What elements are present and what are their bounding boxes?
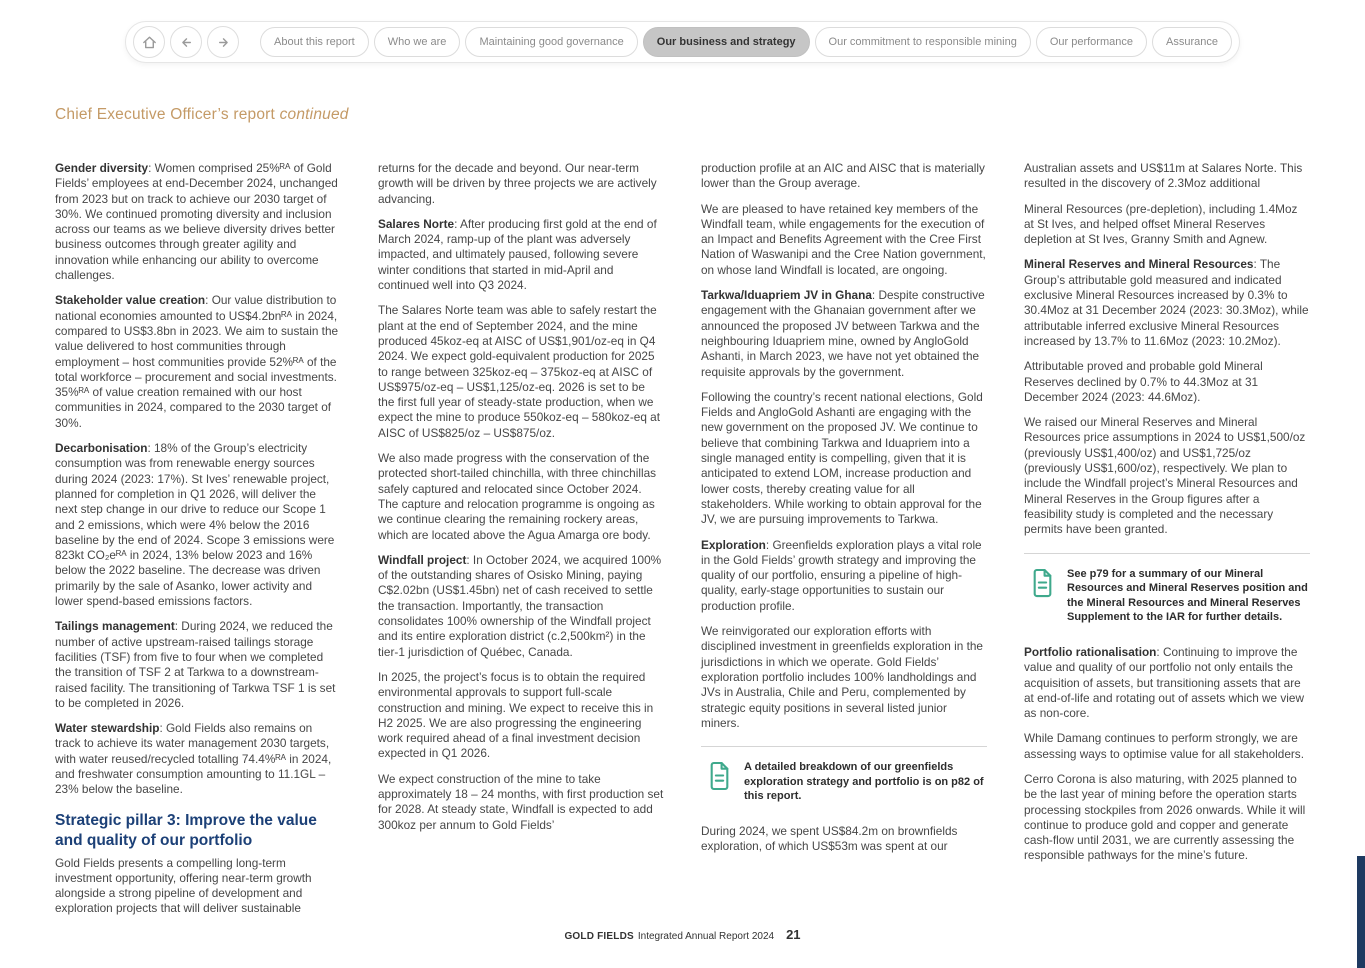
paragraph: [1024, 161, 1310, 192]
paragraph-text: While Damang continues to perform strongly, we are assessing ways to optimise value for all stakeholders.: [1024, 731, 1304, 761]
forward-button[interactable]: [207, 26, 239, 58]
cross-reference-callout[interactable]: [701, 746, 987, 804]
paragraph-text: production profile at an AIC and AISC that is materially lower than the Group average.: [701, 161, 985, 191]
section-heading: Strategic pillar 3: Improve the value and quality of our portfolio: [55, 811, 317, 849]
paragraph: [378, 303, 664, 441]
paragraph-text: : After producing first gold at the end of March 2024, ramp-up of the plant was adversely impacted, and ultimately paused, following severe winter conditions that started in mid-April and continued well into Q3 2024.: [378, 216, 657, 293]
paragraph: [1024, 359, 1310, 405]
paragraph-text: Gold Fields presents a compelling long-term investment opportunity, offering near-term growth alongside a strong pipeline of development and exploration projects that will deliver sustainable: [55, 855, 312, 916]
paragraph: [1024, 202, 1310, 248]
paragraph-text: : The Group’s attributable gold measured and indicated exclusive Mineral Resources increased by 0.3% to 30.4Moz at 31 December 2024 (2023: 30.3Moz), while attributable inferred exclusive Mineral Resources increased by 13.7% to 11.6Moz (2023: 10.2Moz).: [1024, 257, 1309, 348]
paragraph: [55, 856, 341, 917]
paragraph-lead: Decarbonisation: [55, 441, 148, 456]
paragraph-lead: Exploration: [701, 537, 766, 552]
home-button[interactable]: [133, 26, 165, 58]
paragraph-text: : Gold Fields also remains on track to achieve its water management 2030 targets, with water reused/recycled totalling 74.4%ᴿᴬ in 2024, and freshwater consumption amounting to 11.1GL – 23% below the baseline.: [55, 721, 332, 797]
page-edge-accent: [1357, 856, 1365, 968]
column-2: [378, 161, 664, 927]
paragraph: [378, 451, 664, 543]
paragraph: [378, 670, 664, 762]
paragraph-lead: Tailings management: [55, 619, 175, 634]
paragraph-text: We expect construction of the mine to take approximately 18 – 24 months, with first production set for 2028. At steady state, Windfall is expected to add 300koz per annum to Gold Fields’: [378, 771, 664, 832]
paragraph-text: We reinvigorated our exploration efforts with disciplined investment in greenfields exploration in the jurisdictions in which we operate. Gold Fields’ exploration portfolio includes 100% landholdings and JVs in Australia, Chile and Peru, complemented by strategic equity positions in several listed junior miners.: [701, 624, 983, 730]
paragraph-lead: Stakeholder value creation: [55, 293, 206, 308]
paragraph: [1024, 645, 1310, 721]
paragraph: [701, 390, 987, 528]
paragraph-text: Mineral Resources (pre-depletion), including 1.4Moz at St Ives, and helped offset Mineral Reserves depletion at St Ives, Granny Smith and Agnew.: [1024, 201, 1298, 247]
paragraph: [701, 538, 987, 614]
back-button[interactable]: [170, 26, 202, 58]
tab-maintaining-good-governance[interactable]: Maintaining good governance: [465, 27, 637, 57]
nav-tabs: [260, 27, 1232, 57]
callout-text: See p79 for a summary of our Mineral Resources and Mineral Reserves position and the Mineral Resources and Mineral Reserves Supplement to the IAR for further details.: [1067, 567, 1308, 624]
page-number: 21: [786, 927, 801, 942]
tab-assurance[interactable]: Assurance: [1152, 27, 1232, 57]
paragraph: [55, 721, 341, 797]
tab-our-business-and-strategy[interactable]: Our business and strategy: [643, 27, 810, 57]
paragraph-text: : Continuing to improve the value and quality of our portfolio not only entails the acquisition of assets, but transitioning assets that are at end-of-life and rotating out of assets which we view as non-core.: [1024, 644, 1304, 721]
paragraph: [378, 161, 664, 207]
paragraph: [378, 217, 664, 293]
top-navigation-area: [0, 0, 1365, 63]
paragraph-text: Cerro Corona is also maturing, with 2025 planned to be the last year of mining before the operation starts processing stockpiles from 2026 onwards. While it will continue to produce gold and copper and generate cash-flow until 2031, we are currently assessing the responsible pathways for the mine’s future.: [1024, 771, 1306, 863]
paragraph: [55, 293, 341, 431]
page-title-continued: continued: [279, 106, 349, 123]
document-icon: [707, 761, 732, 795]
paragraph-lead: Water stewardship: [55, 721, 160, 736]
paragraph: [701, 161, 987, 192]
paragraph-text: We raised our Mineral Reserves and Mineral Resources price assumptions in 2024 to US$1,500/oz (previously US$1,400/oz) and US$1,725/oz (previously US$1,600/oz), respectively. We plan to include the Windfall project’s Mineral Resources and Mineral Reserves in the Group figures after a feasibility study is completed and the necessary permits have been granted.: [1024, 415, 1306, 537]
paragraph: [55, 161, 341, 283]
arrow-right-icon: [215, 34, 232, 51]
top-navigation: [125, 21, 1240, 63]
home-icon: [141, 34, 158, 51]
paragraph-text: During 2024, we spent US$84.2m on brownfields exploration, of which US$53m was spent at our: [701, 823, 958, 854]
paragraph-lead: Tarkwa/Iduapriem JV in Ghana: [701, 288, 872, 303]
paragraph: [55, 441, 341, 609]
paragraph: [378, 553, 664, 660]
callout-text: A detailed breakdown of our greenfields exploration strategy and portfolio is on p82 of this report.: [744, 761, 984, 803]
paragraph-text: Attributable proved and probable gold Mineral Reserves declined by 0.7% to 44.3Moz at 31 December 2024 (2023: 44.6Moz).: [1024, 359, 1263, 404]
paragraph-text: We are pleased to have retained key members of the Windfall team, while engagements for the execution of an Impact and Benefits Agreement with the Cree First Nation of Waswanipi and the Cree Nation government, on whose land Windfall is located, are ongoing.: [701, 201, 986, 277]
paragraph-text: : In October 2024, we acquired 100% of the outstanding shares of Osisko Mining, paying C$2.02bn (US$1.45bn) net of cash received to settle the transaction. Importantly, the transaction consolidates 100% ownership of the Windfall project and its entire exploration district (c.2,500km²) in the tier-1 jurisdiction of Québec, Canada.: [378, 552, 662, 659]
paragraph-lead: Windfall project: [378, 552, 467, 567]
paragraph-lead: Portfolio rationalisation: [1024, 644, 1157, 659]
paragraph-text: : Women comprised 25%ᴿᴬ of Gold Fields’ employees at end-December 2024, unchanged from 2023 but on track to achieve our 2030 target of 30%. We continued promoting diversity and inclusion across our teams as we believe diversity drives better business outcomes through greater agility and innovation while enhancing our ability to overcome challenges.: [55, 161, 338, 283]
paragraph-text: : Our value distribution to national economies amounted to US$4.2bnᴿᴬ in 2024, compared to US$3.8bn in 2023. We aim to sustain the value delivered to host communities through employment – host communities provide 52%ᴿᴬ of the total workforce – procurement and social investments. 35%ᴿᴬ of value creation remained with our host communities in 2024, compared to the 2030 target of 30%.: [55, 293, 339, 430]
page-title: [55, 106, 1365, 124]
paragraph-text: : 18% of the Group’s electricity consumption was from renewable energy sources during 2024 (2023: 17%). St Ives’ renewable project, planned for completion in Q1 2026, will deliver the next step change in our drive to reduce our Scope 1 and 2 emissions, which were 4% below the 2016 baseline by the end of 2024. Scope 3 emissions were 823kt CO₂eᴿᴬ in 2024, 13% below 2023 and 16% below the 2022 baseline. The decrease was driven primarily by the sale of Asanko, lower activity and lower spend-based emissions factors.: [55, 441, 335, 609]
document-icon: [1030, 568, 1055, 602]
paragraph: [1024, 415, 1310, 537]
paragraph-lead: Mineral Reserves and Mineral Resources: [1024, 257, 1254, 272]
cross-reference-callout[interactable]: [1024, 553, 1310, 625]
paragraph-lead: Salares Norte: [378, 216, 455, 231]
column-4: [1024, 161, 1310, 927]
footer-report-title: Integrated Annual Report 2024: [637, 931, 775, 942]
paragraph: [701, 824, 987, 855]
tab-who-we-are[interactable]: Who we are: [374, 27, 461, 57]
paragraph-text: : During 2024, we reduced the number of active upstream-raised tailings storage facilities (TSF) from five to four when we completed the transition of TSF 2 at Tarkwa to a downstream-raised facility. The transitioning of Tarkwa TSF 1 is set to be completed in 2026.: [55, 619, 336, 710]
report-body: [55, 161, 1310, 927]
paragraph: [1024, 257, 1310, 349]
paragraph: [701, 624, 987, 731]
page-footer: [0, 927, 1365, 942]
page-title-text: Chief Executive Officer’s report: [55, 106, 276, 123]
paragraph-text: Following the country’s recent national elections, Gold Fields and AngloGold Ashanti are engaging with the new government on the proposed JV. We continue to believe that combining Tarkwa and Iduapriem into a single managed entity is compelling, given that it is anticipated to extend LOM, increase production and lower costs, thereby creating value for all stakeholders. While working to obtain approval for the JV, we are pursuing improvements to Tarkwa.: [701, 389, 983, 527]
tab-about-this-report[interactable]: About this report: [260, 27, 369, 57]
paragraph-text: The Salares Norte team was able to safely restart the plant at the end of September 2024, and the mine produced 45koz-eq at AISC of US$1,901/oz-eq in Q4 2024. We expect gold-equivalent production for 2025 to range between 325koz-eq – 375koz-eq at AISC of US$975/oz-eq – US$1,125/oz-eq. 2026 is set to be the first full year of steady-state production, when we expect the mine to produce 550koz-eq – 580koz-eq at AISC of US$825/oz – US$875/oz.: [378, 303, 660, 440]
paragraph-text: In 2025, the project’s focus is to obtain the required environmental approvals to support full-scale construction and mining. We expect to receive this in H2 2025. We are also progressing the engineering work required ahead of a final investment decision expected in Q1 2026.: [378, 669, 654, 761]
column-1: [55, 161, 341, 927]
paragraph-text: returns for the decade and beyond. Our near-term growth will be driven by three projects we are actively advancing.: [378, 161, 657, 206]
arrow-left-icon: [178, 34, 195, 51]
footer-brand: GOLD FIELDS: [564, 931, 634, 942]
paragraph-text: : Greenfields exploration plays a vital role in the Gold Fields’ growth strategy and improving the quality of our portfolio, ensuring a pipeline of high-quality, early-stage opportunities to sustain our production profile.: [701, 537, 982, 613]
paragraph: [1024, 731, 1310, 762]
paragraph: [55, 619, 341, 711]
tab-our-commitment-to-responsible-mining[interactable]: Our commitment to responsible mining: [815, 27, 1031, 57]
paragraph: [701, 288, 987, 380]
tab-our-performance[interactable]: Our performance: [1036, 27, 1147, 57]
paragraph-text: We also made progress with the conservation of the protected short-tailed chinchilla, with three chinchillas safely captured and relocated since October 2024. The capture and relocation programme is ongoing as we continue clearing the remaining rockery areas, which are located above the Agua Amarga ore body.: [378, 451, 657, 542]
paragraph: [1024, 772, 1310, 864]
column-3: [701, 161, 987, 927]
paragraph-text: : Despite constructive engagement with the Ghanaian government after we announced the proposed JV between Tarkwa and the neighbouring Iduapriem mine, owned by AngloGold Ashanti, in March 2023, we have not yet obtained the requisite approvals by the government.: [701, 288, 985, 379]
paragraph-lead: Gender diversity: [55, 161, 149, 175]
paragraph: [701, 202, 987, 278]
paragraph: [378, 772, 664, 833]
paragraph-text: Australian assets and US$11m at Salares Norte. This resulted in the discovery of 2.3Moz additional: [1024, 161, 1303, 191]
